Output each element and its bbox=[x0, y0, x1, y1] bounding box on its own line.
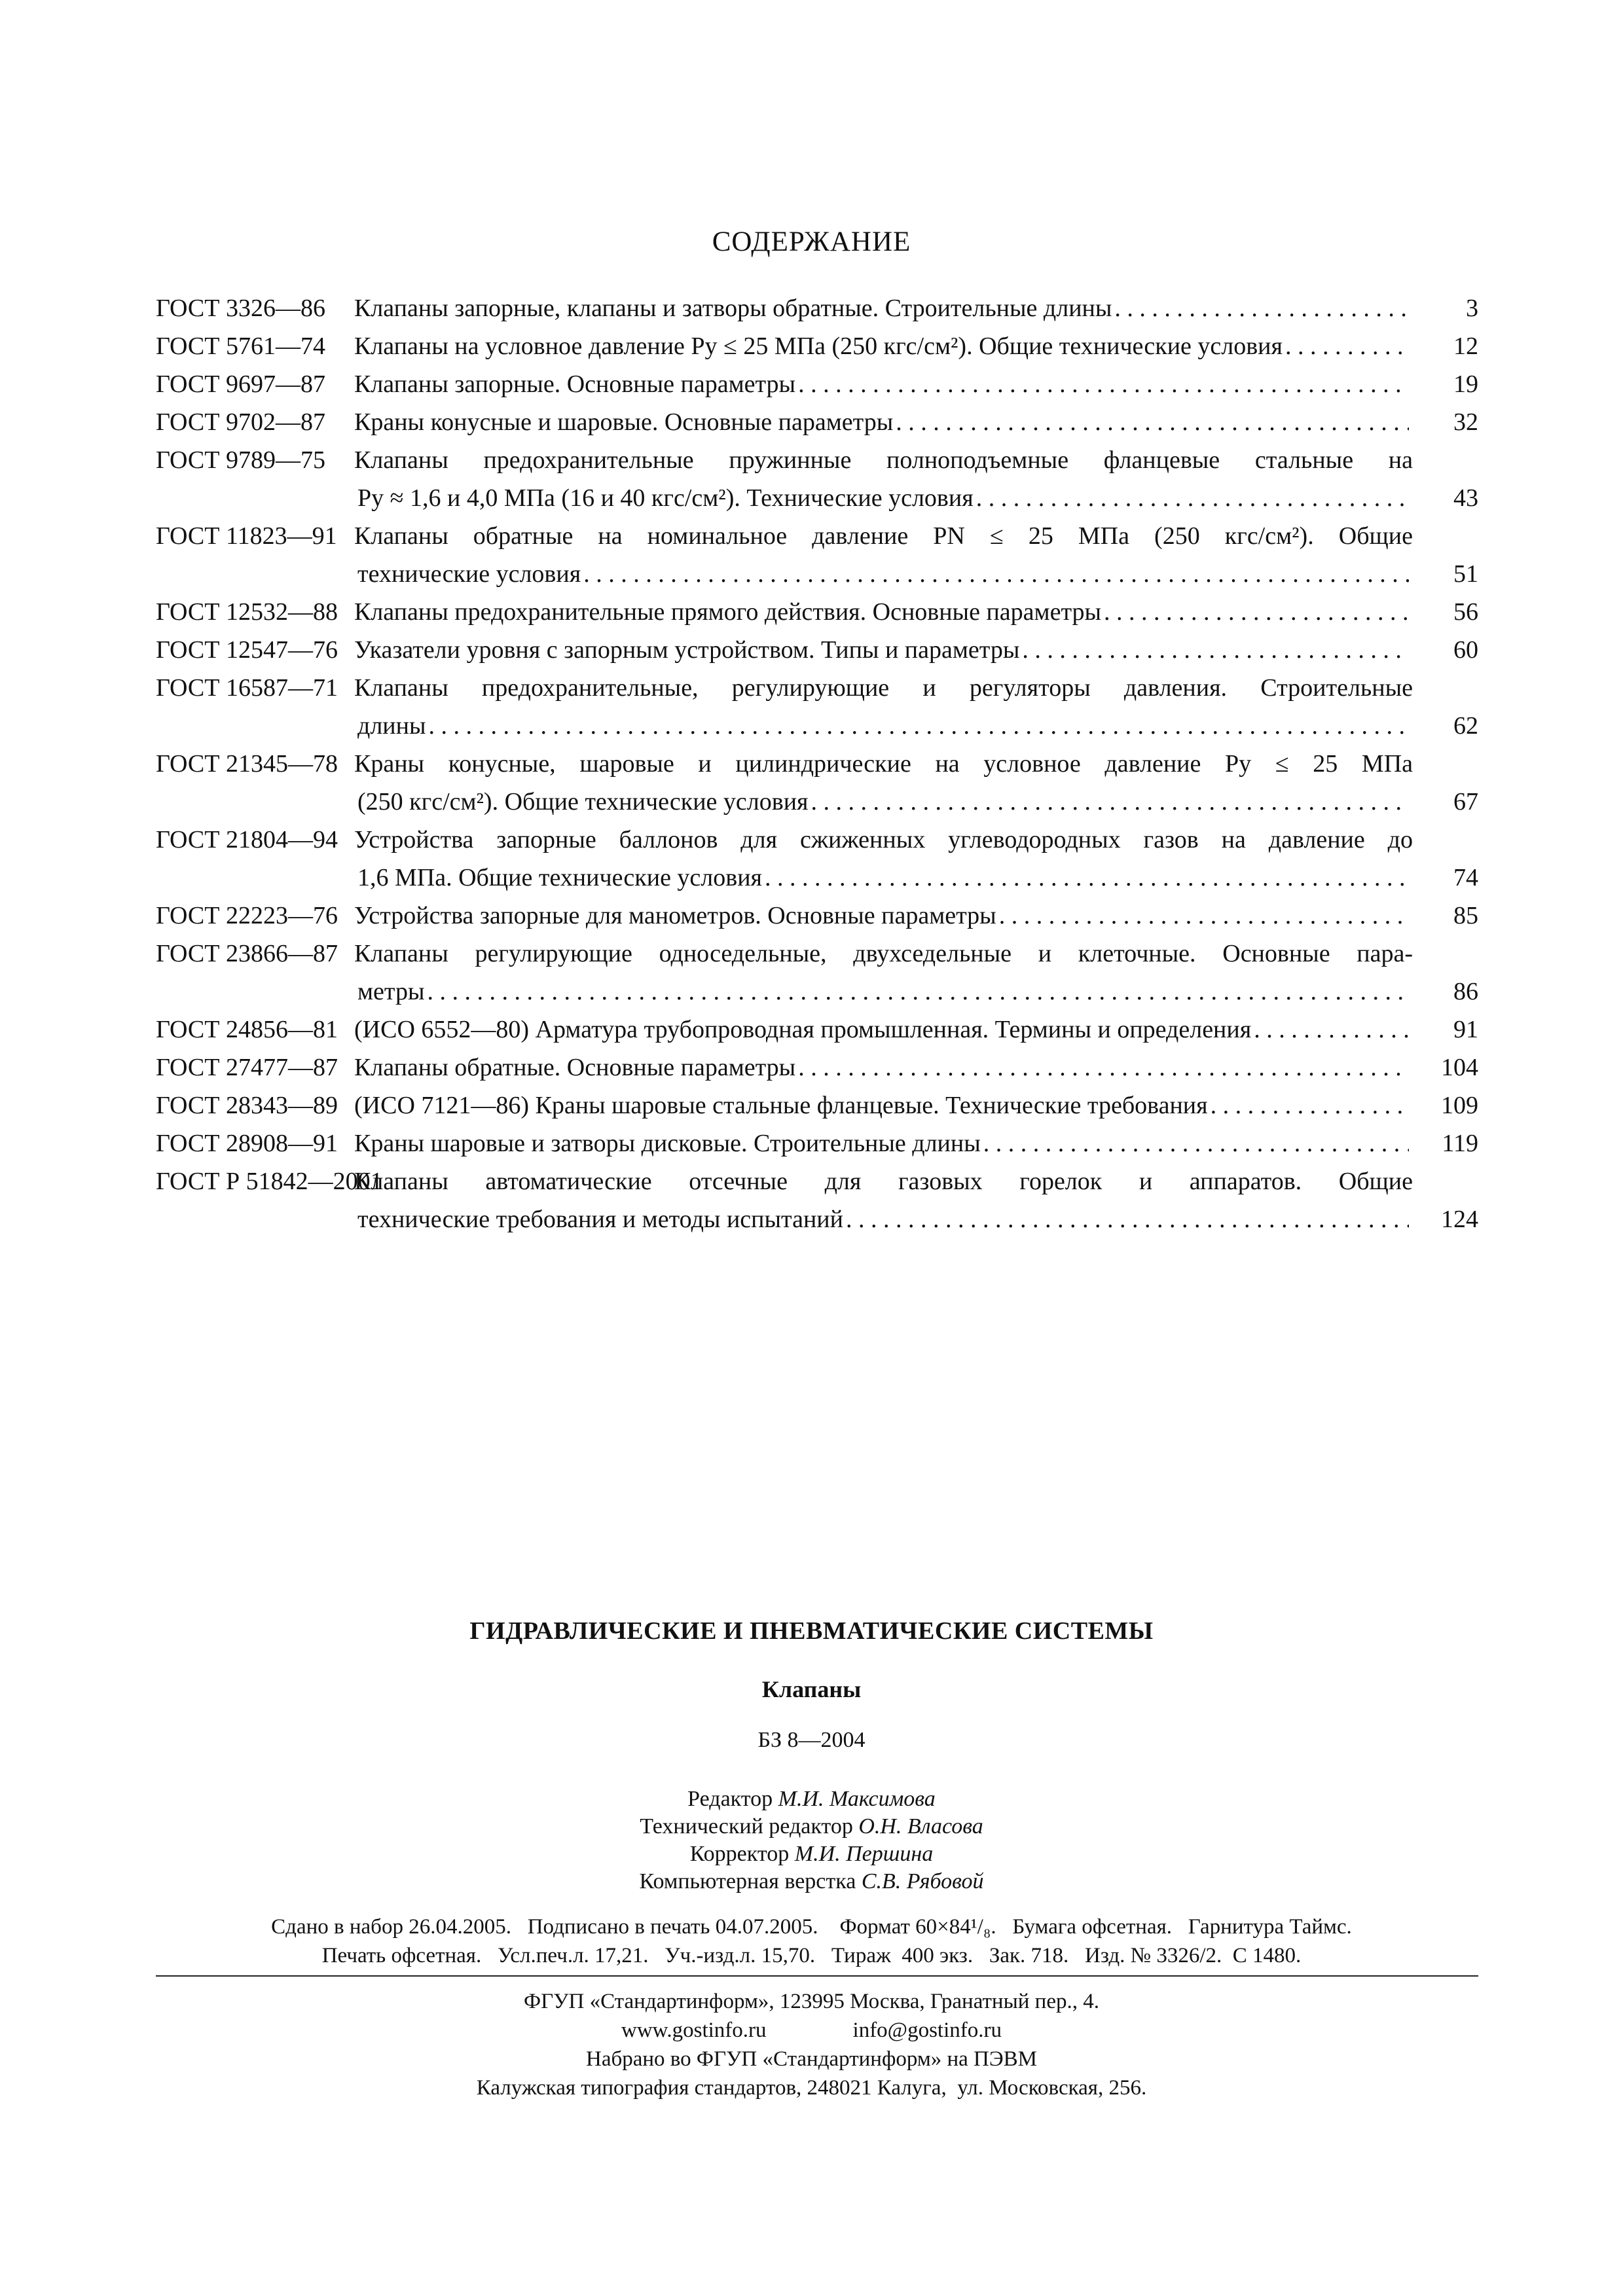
toc-entry-line bbox=[354, 365, 1478, 403]
toc-entry-code: ГОСТ Р 51842—2001 bbox=[156, 1168, 383, 1195]
dot-leader bbox=[846, 1200, 1409, 1238]
toc-entry-title: технические требования и методы испытаний bbox=[357, 1206, 843, 1233]
toc-entry-line bbox=[354, 783, 1478, 821]
toc-entry-page: 109 bbox=[1441, 1092, 1478, 1119]
toc-entry-body bbox=[354, 517, 1478, 593]
dot-leader bbox=[976, 479, 1409, 517]
print-details-line: Сдано в набор 26.04.2005. Подписано в печать 04.07.2005. Формат 60×84¹/₈. Бумага офсетная. Гарнитура Таймс. bbox=[271, 1915, 1352, 1939]
toc-entry bbox=[156, 1049, 1478, 1086]
staff-row-editor bbox=[0, 1785, 1623, 1813]
toc-entry bbox=[156, 669, 1478, 745]
toc-entry-body bbox=[354, 669, 1478, 745]
toc-entry-page: 51 bbox=[1453, 560, 1478, 588]
page-column-spacer bbox=[1413, 745, 1478, 783]
toc-entry-code: ГОСТ 27477—87 bbox=[156, 1054, 338, 1081]
toc-entry-title: (250 кгс/см²). Общие технические условия bbox=[357, 788, 809, 816]
toc-entry-line bbox=[354, 745, 1478, 783]
toc-entry-page: 85 bbox=[1453, 902, 1478, 929]
staff-role: Редактор bbox=[687, 1787, 773, 1811]
toc-entry-title: 1,6 МПа. Общие технические условия bbox=[357, 864, 763, 891]
staff-row-tech-editor bbox=[0, 1813, 1623, 1840]
dot-leader bbox=[1022, 631, 1409, 669]
toc-entry-code: ГОСТ 12547—76 bbox=[156, 636, 338, 664]
toc-entry bbox=[156, 1011, 1478, 1049]
toc-entry-body bbox=[354, 897, 1478, 935]
page-column-spacer bbox=[1413, 821, 1478, 859]
toc-entry-code: ГОСТ 9702—87 bbox=[156, 408, 325, 436]
toc-entry-title: Указатели уровня с запорным устройством. Типы и параметры bbox=[354, 636, 1020, 664]
dot-leader bbox=[1211, 1086, 1409, 1124]
toc-entry-body bbox=[354, 1086, 1478, 1124]
toc-entry bbox=[156, 1124, 1478, 1162]
toc-entry-line bbox=[354, 289, 1478, 327]
toc-entry-body bbox=[354, 441, 1478, 517]
toc-entry-code: ГОСТ 3326—86 bbox=[156, 295, 325, 322]
publication-plan-number: БЗ 8—2004 bbox=[757, 1728, 866, 1752]
toc-entry-page: 43 bbox=[1453, 484, 1478, 512]
toc-entry-code: ГОСТ 28343—89 bbox=[156, 1092, 338, 1119]
toc-entry-line bbox=[354, 631, 1478, 669]
print-details-line: Печать офсетная. Усл.печ.л. 17,21. Уч.-изд.л. 15,70. Тираж 400 экз. Зак. 718. Изд. № 3326/2. С 1480. bbox=[321, 1944, 1302, 1967]
toc-entry-line bbox=[354, 935, 1478, 973]
toc-entry-title: Клапаны запорные. Основные параметры bbox=[354, 370, 796, 398]
printing-house: Калужская типография стандартов, 248021 Калуга, ул. Московская, 256. bbox=[476, 2076, 1147, 2100]
toc-entry bbox=[156, 935, 1478, 1011]
toc-entry-code: ГОСТ 24856—81 bbox=[156, 1016, 338, 1043]
toc-entry-title: Клапаны обратные на номинальное давление PN ≤ 25 МПа (250 кгс/см²). Общие bbox=[354, 522, 1413, 550]
dot-leader bbox=[983, 1124, 1409, 1162]
toc-entry-line bbox=[354, 821, 1478, 859]
toc-entry-title: Устройства запорные для манометров. Основные параметры bbox=[354, 902, 996, 929]
staff-name: М.И. Першина bbox=[794, 1842, 934, 1866]
toc-entry-body bbox=[354, 593, 1478, 631]
toc-entry-body bbox=[354, 631, 1478, 669]
toc-entry-line bbox=[354, 555, 1478, 593]
toc-entry-line bbox=[354, 897, 1478, 935]
toc-entry-title: Краны шаровые и затворы дисковые. Строительные длины bbox=[354, 1130, 981, 1157]
page-column-spacer bbox=[1413, 517, 1478, 555]
toc-entry bbox=[156, 403, 1478, 441]
toc-entry-line bbox=[354, 441, 1478, 479]
toc-entry-code: ГОСТ 23866—87 bbox=[156, 940, 338, 967]
dot-leader bbox=[999, 897, 1409, 935]
toc-entry-page: 62 bbox=[1453, 712, 1478, 740]
toc-entry-body bbox=[354, 327, 1478, 365]
toc-entry-line bbox=[354, 403, 1478, 441]
toc-entry bbox=[156, 365, 1478, 403]
dot-leader bbox=[1114, 289, 1409, 327]
toc-entry-page: 12 bbox=[1453, 332, 1478, 360]
toc-entry-title: технические условия bbox=[357, 560, 581, 588]
toc-entry bbox=[156, 517, 1478, 593]
toc-entry-body bbox=[354, 403, 1478, 441]
editorial-staff bbox=[0, 1785, 1623, 1895]
toc-entry-title: Клапаны на условное давление Pу ≤ 25 МПа (250 кгс/см²). Общие технические условия bbox=[354, 332, 1283, 360]
staff-name: О.Н. Власова bbox=[858, 1814, 983, 1839]
toc-entry bbox=[156, 593, 1478, 631]
toc-entry-page: 32 bbox=[1453, 408, 1478, 436]
dot-leader bbox=[896, 403, 1409, 441]
staff-name: М.И. Максимова bbox=[778, 1787, 936, 1811]
toc-entry-line bbox=[354, 973, 1478, 1011]
toc-entry-page: 91 bbox=[1453, 1016, 1478, 1043]
toc-entry-body bbox=[354, 365, 1478, 403]
toc-entry-line bbox=[354, 327, 1478, 365]
dot-leader bbox=[798, 1049, 1409, 1086]
toc-entry-page: 3 bbox=[1466, 295, 1478, 322]
toc-entry-title: Устройства запорные баллонов для сжиженных углеводородных газов на давление до bbox=[354, 826, 1413, 853]
divider-line bbox=[156, 1975, 1478, 1977]
staff-role: Корректор bbox=[689, 1842, 790, 1866]
toc-entry bbox=[156, 897, 1478, 935]
toc-entry-code: ГОСТ 21345—78 bbox=[156, 750, 338, 778]
page-column-spacer bbox=[1413, 441, 1478, 479]
toc-entry-title: Клапаны предохранительные прямого действия. Основные параметры bbox=[354, 598, 1102, 626]
toc-entry bbox=[156, 821, 1478, 897]
toc-entry-title: (ИСО 7121—86) Краны шаровые стальные фланцевые. Технические требования bbox=[354, 1092, 1208, 1119]
toc-entry-line bbox=[354, 707, 1478, 745]
toc-entry-title: метры bbox=[357, 978, 425, 1005]
toc-entry-line bbox=[354, 1049, 1478, 1086]
toc-entry-title: Клапаны запорные, клапаны и затворы обратные. Строительные длины bbox=[354, 295, 1112, 322]
toc-entry-code: ГОСТ 11823—91 bbox=[156, 522, 337, 550]
staff-row-layout bbox=[0, 1868, 1623, 1895]
toc-entry-body bbox=[354, 1011, 1478, 1049]
publisher-address: ФГУП «Стандартинформ», 123995 Москва, Гранатный пер., 4. bbox=[524, 1990, 1099, 2013]
toc-entry-line bbox=[354, 859, 1478, 897]
toc-entry bbox=[156, 1162, 1478, 1238]
toc-entry-code: ГОСТ 21804—94 bbox=[156, 826, 338, 853]
toc-entry-line bbox=[354, 1200, 1478, 1238]
series-title: ГИДРАВЛИЧЕСКИЕ И ПНЕВМАТИЧЕСКИЕ СИСТЕМЫ bbox=[469, 1617, 1154, 1645]
toc-entry-page: 56 bbox=[1453, 598, 1478, 626]
toc-entry-body bbox=[354, 1124, 1478, 1162]
toc-entry-body bbox=[354, 1049, 1478, 1086]
toc-entry-code: ГОСТ 16587—71 bbox=[156, 674, 338, 702]
toc-entry-line bbox=[354, 669, 1478, 707]
toc-entry bbox=[156, 631, 1478, 669]
toc-entry-code: ГОСТ 5761—74 bbox=[156, 332, 325, 360]
toc-entry-title: Клапаны обратные. Основные параметры bbox=[354, 1054, 796, 1081]
toc-entry-line bbox=[354, 1124, 1478, 1162]
toc-entry-page: 74 bbox=[1453, 864, 1478, 891]
toc-entry-line bbox=[354, 1162, 1478, 1200]
dot-leader bbox=[429, 707, 1410, 745]
toc-entry-title: Клапаны регулирующие односедельные, двухседельные и клеточные. Основные пара- bbox=[354, 940, 1413, 967]
toc-entry-code: ГОСТ 12532—88 bbox=[156, 598, 338, 626]
toc-entry-code: ГОСТ 28908—91 bbox=[156, 1130, 338, 1157]
toc-entry-page: 19 bbox=[1453, 370, 1478, 398]
page-column-spacer bbox=[1413, 669, 1478, 707]
toc-entry-title: Клапаны предохранительные пружинные полноподъемные фланцевые стальные на bbox=[354, 446, 1413, 474]
page-column-spacer bbox=[1413, 935, 1478, 973]
dot-leader bbox=[428, 973, 1409, 1011]
typesetting-note: Набрано во ФГУП «Стандартинформ» на ПЭВМ bbox=[585, 2047, 1038, 2071]
toc-entry-code: ГОСТ 22223—76 bbox=[156, 902, 338, 929]
toc-entry-line bbox=[354, 517, 1478, 555]
dot-leader bbox=[1285, 327, 1409, 365]
toc-entry-body bbox=[354, 935, 1478, 1011]
toc-entry bbox=[156, 289, 1478, 327]
toc-entry-code: ГОСТ 9697—87 bbox=[156, 370, 325, 398]
toc-entry-page: 86 bbox=[1453, 978, 1478, 1005]
toc-entry-body bbox=[354, 289, 1478, 327]
toc-entry-title: Краны конусные и шаровые. Основные параметры bbox=[354, 408, 894, 436]
toc-entry bbox=[156, 441, 1478, 517]
toc-entry bbox=[156, 745, 1478, 821]
toc-entry-line bbox=[354, 1086, 1478, 1124]
toc-entry-title: Клапаны автоматические отсечные для газовых горелок и аппаратов. Общие bbox=[354, 1168, 1413, 1195]
collection-subtitle: Клапаны bbox=[761, 1676, 862, 1702]
toc-heading: СОДЕРЖАНИЕ bbox=[712, 226, 911, 257]
toc-entry bbox=[156, 1086, 1478, 1124]
toc-entry-page: 104 bbox=[1441, 1054, 1478, 1081]
staff-row-proofreader bbox=[0, 1840, 1623, 1868]
table-of-contents bbox=[156, 289, 1478, 1238]
dot-leader bbox=[798, 365, 1409, 403]
dot-leader bbox=[1104, 593, 1409, 631]
toc-entry-page: 60 bbox=[1453, 636, 1478, 664]
toc-entry-title: Краны конусные, шаровые и цилиндрические на условное давление Pу ≤ 25 МПа bbox=[354, 750, 1413, 778]
toc-entry-line bbox=[354, 593, 1478, 631]
dot-leader bbox=[583, 555, 1409, 593]
dot-leader bbox=[765, 859, 1409, 897]
dot-leader bbox=[1254, 1011, 1409, 1049]
toc-entry-line bbox=[354, 1011, 1478, 1049]
toc-entry bbox=[156, 327, 1478, 365]
publisher-info bbox=[0, 1987, 1623, 2102]
toc-entry-page: 124 bbox=[1441, 1206, 1478, 1233]
staff-role: Компьютерная верстка bbox=[639, 1869, 856, 1893]
staff-name: С.В. Рябовой bbox=[861, 1869, 984, 1893]
toc-entry-code: ГОСТ 9789—75 bbox=[156, 446, 325, 474]
toc-entry-title: Клапаны предохранительные, регулирующие и регуляторы давления. Строительные bbox=[354, 674, 1413, 702]
print-details bbox=[0, 1912, 1623, 1970]
page-column-spacer bbox=[1413, 1162, 1478, 1200]
toc-entry-body bbox=[354, 821, 1478, 897]
toc-entry-page: 67 bbox=[1453, 788, 1478, 816]
toc-entry-title: длины bbox=[357, 712, 426, 740]
toc-entry-body bbox=[354, 1162, 1478, 1238]
toc-entry-title: Pу ≈ 1,6 и 4,0 МПа (16 и 40 кгс/см²). Технические условия bbox=[357, 484, 974, 512]
publisher-web-contacts: www.gostinfo.ru info@gostinfo.ru bbox=[621, 2018, 1002, 2042]
toc-entry-title: (ИСО 6552—80) Арматура трубопроводная промышленная. Термины и определения bbox=[354, 1016, 1252, 1043]
dot-leader bbox=[811, 783, 1409, 821]
toc-entry-page: 119 bbox=[1442, 1130, 1478, 1157]
toc-entry-body bbox=[354, 745, 1478, 821]
toc-entry-line bbox=[354, 479, 1478, 517]
staff-role: Технический редактор bbox=[640, 1814, 853, 1839]
